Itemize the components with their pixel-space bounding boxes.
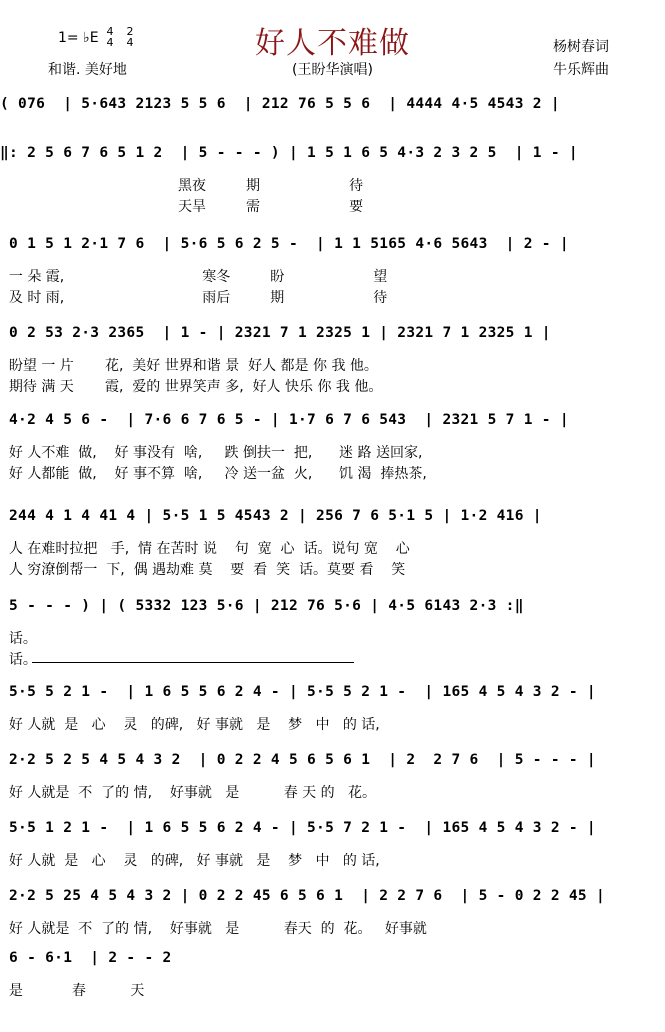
notation-line: 2·2 5 2 5 4 5 4 3 2 | 0 2 2 4 5 6 5 6 1 | 2 2 7 6 | 5 - - - | [0,752,596,768]
lyric-line: 话。 [0,631,37,647]
key-signature: 1= ♭E [58,30,99,46]
notation-line: ‖: 2 5 6 7 6 5 1 2 | 5 - - - ) | 1 5 1 6 5 4·3 2 3 2 5 | 1 - | [0,145,578,161]
notation-line: 5·5 5 2 1 - | 1 6 5 5 6 2 4 - | 5·5 5 2 1 - | 165 4 5 4 3 2 - | [0,684,596,700]
notation-line: 5·5 1 2 1 - | 1 6 5 5 6 2 4 - | 5·5 7 2 1 - | 165 4 5 4 3 2 - | [0,820,596,836]
lyric-line: 是 春 天 [0,983,145,999]
notation-line: 244 4 1 4 41 4 | 5·5 1 5 4543 2 | 256 7 6 5·1 5 | 1·2 416 | [0,508,542,524]
song-title: 好人不难做 [255,26,410,61]
composer-credit: 牛乐辉曲 [553,62,609,78]
lyric-line: 好 人就是 不 了的 情, 好事就 是 春天 的 花。 好事就 [0,921,427,937]
lyric-line: 及 时 雨, 雨后 期 待 [0,290,388,306]
lyric-line: 人 在难时拉把 手, 情 在苦时 说 句 宽 心 话。说句 宽 心 [0,541,410,557]
performance-style: 和谐. 美好地 [48,62,127,78]
singer-credit: (王盼华演唱) [292,62,373,78]
lyric-line: 人 穷潦倒帮一 下, 偶 遇劫难 莫 要 看 笑 话。莫要 看 笑 [0,562,406,578]
notation-line: 0 2 53 2·3 2365 | 1 - | 2321 7 1 2325 1 | 2321 7 1 2325 1 | [0,325,551,341]
lyric-line: 一 朵 霞, 寒冬 盼 望 [0,269,388,285]
lyricist-credit: 杨树春词 [553,39,609,55]
lyric-line: 天旱 需 要 [0,199,364,215]
notation-line: 4·2 4 5 6 - | 7·6 6 7 6 5 - | 1·7 6 7 6 543 | 2321 5 7 1 - | [0,412,569,428]
lyric-line: 话。 [0,652,37,668]
notation-line: 0 1 5 1 2·1 7 6 | 5·6 5 6 2 5 - | 1 1 5165 4·6 5643 | 2 - | [0,236,569,252]
lyric-line: 好 人就 是 心 灵 的碑, 好 事就 是 梦 中 的 话, [0,853,380,869]
notation-line: 2·2 5 25 4 5 4 3 2 | 0 2 2 45 6 5 6 1 | 2 2 7 6 | 5 - 0 2 2 45 | [0,888,605,904]
lyric-line: 好 人不难 做, 好 事没有 啥, 跌 倒扶一 把, 迷 路 送回家, [0,445,423,461]
lyric-line: 好 人就是 不 了的 情, 好事就 是 春 天 的 花。 [0,785,376,801]
notation-line: 6 - 6·1 | 2 - - 2 [0,950,172,966]
time-sig-top-2: 2 [126,25,134,38]
lyric-line: 好 人就 是 心 灵 的碑, 好 事就 是 梦 中 的 话, [0,717,380,733]
lyric-line: 黑夜 期 待 [0,178,364,194]
time-sig-top-1: 4 [106,25,114,38]
notation-line: ( 076 | 5·643 2123 5 5 6 | 212 76 5 5 6 | 4444 4·5 4543 2 | [0,96,560,112]
notation-line: 5 - - - ) | ( 5332 123 5·6 | 212 76 5·6 | 4·5 6143 2·3 :‖ [0,598,524,614]
time-sig-bottom-1: 4 [106,36,114,49]
lyric-line: 好 人都能 做, 好 事不算 啥, 冷 送一盆 火, 饥 渴 捧热茶, [0,466,427,482]
lyric-line: 盼望 一 片 花, 美好 世界和谐 景 好人 都是 你 我 他。 [0,358,378,374]
lyric-line: 期待 满 天 霞, 爱的 世界笑声 多, 好人 快乐 你 我 他。 [0,379,383,395]
time-sig-bottom-2: 4 [126,36,134,49]
